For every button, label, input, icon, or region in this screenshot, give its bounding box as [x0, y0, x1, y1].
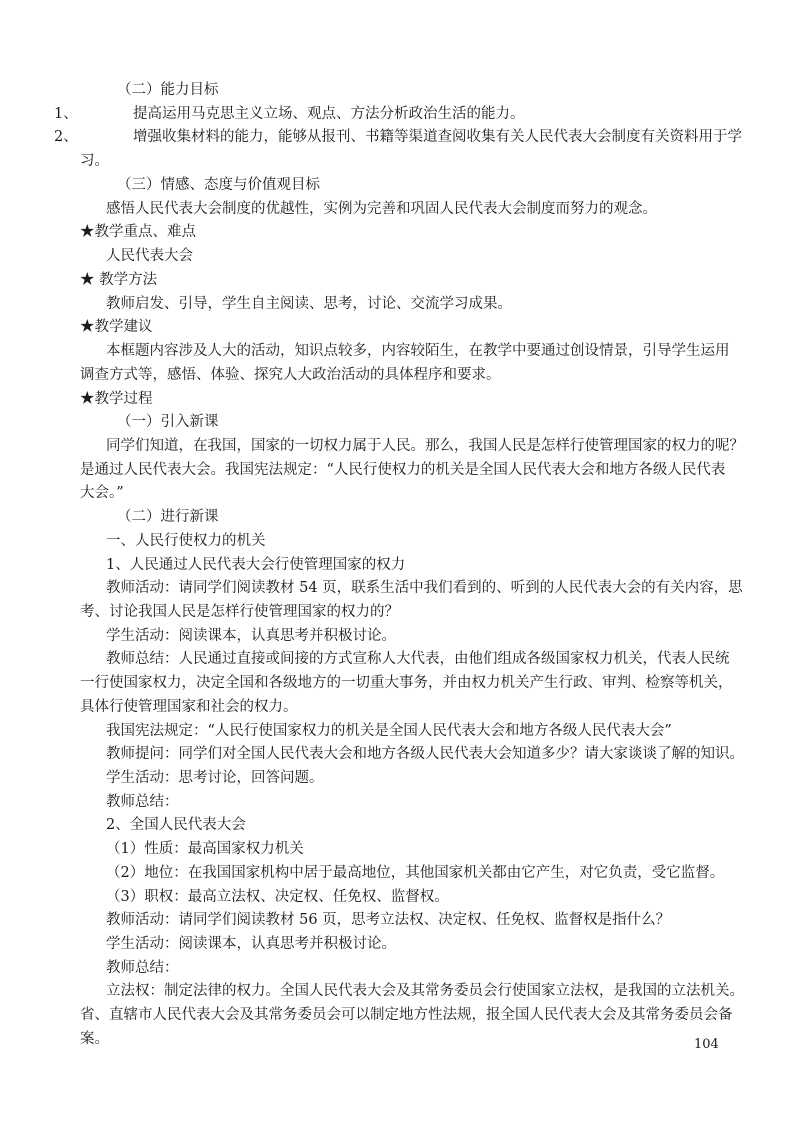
paragraph-line: 教师活动：请同学们阅读教材 56 页，思考立法权、决定权、任免权、监督权是指什么？: [106, 912, 671, 928]
section-heading-ability-goals: （二）能力目标: [117, 82, 219, 98]
paragraph-line: 省、直辖市人民代表大会及其常务委员会可以制定地方性法规，报全国人民代表大会及其常务委员会备: [80, 1007, 733, 1023]
section-heading-intro: （一）引入新课: [117, 414, 219, 430]
paragraph-line: 具体行使管理国家和社会的权力。: [80, 699, 298, 715]
list-item-1: 提高运用马克思主义立场、观点、方法分析政治生活的能力。: [133, 106, 525, 122]
paragraph-line: 教师总结：人民通过直接或间接的方式宣称人大代表，由他们组成各级国家权力机关，代表人民统: [106, 651, 730, 667]
paragraph-line: （3）职权：最高立法权、决定权、任免权、监督权。: [106, 889, 449, 905]
star-heading-key-points: ★教学重点、难点: [80, 224, 196, 240]
paragraph-line: 教师总结：: [106, 794, 179, 810]
paragraph-line: 本框题内容涉及人大的活动，知识点较多，内容较陌生，在教学中要通过创设情景，引导学生运用: [106, 343, 730, 359]
paragraph-line: 感悟人民代表大会制度的优越性，实例为完善和巩固人民代表大会制度而努力的观念。: [106, 201, 657, 217]
paragraph-line: 一行使国家权力，决定全国和各级地方的一切重大事务，并由权力机关产生行政、审判、检察等机关，: [80, 675, 733, 691]
subheading-point-1: 1、人民通过人民代表大会行使管理国家的权力: [106, 557, 406, 573]
paragraph-line: 我国宪法规定：“人民行使国家权力的机关是全国人民代表大会和地方各级人民代表大会”: [106, 723, 672, 739]
page-number: 104: [694, 1037, 719, 1052]
list-item-2: 增强收集材料的能力，能够从报刊、书籍等渠道查阅收集有关人民代表大会制度有关资料用于学: [133, 129, 742, 145]
paragraph-line: （1）性质：最高国家权力机关: [106, 841, 304, 857]
paragraph-line: 考、讨论我国人民是怎样行使管理国家的权力的？: [80, 604, 399, 620]
paragraph-line: 大会。”: [80, 485, 124, 501]
paragraph-line: 人民代表大会: [106, 248, 193, 264]
subheading-point-2: 2、全国人民代表大会: [106, 817, 246, 833]
list-number-1: 1、: [54, 106, 78, 122]
paragraph-line: 教师启发、引导，学生自主阅读、思考，讨论、交流学习成果。: [106, 296, 512, 312]
paragraph-line: 习。: [80, 153, 109, 169]
paragraph-line: 是通过人民代表大会。我国宪法规定：“人民行使权力的机关是全国人民代表大会和地方各级人民代表: [80, 462, 726, 478]
paragraph-line: 教师总结：: [106, 960, 179, 976]
paragraph-line: 教师提问：同学们对全国人民代表大会和地方各级人民代表大会知道多少？请大家谈谈了解的知识。: [106, 746, 744, 762]
paragraph-line: （2）地位：在我国国家机构中居于最高地位，其他国家机关都由它产生，对它负责，受它监督。: [106, 865, 725, 881]
paragraph-line: 同学们知道，在我国，国家的一切权力属于人民。那么，我国人民是怎样行使管理国家的权力的呢？: [106, 438, 744, 454]
paragraph-line: 调查方式等，感悟、体验、探究人大政治活动的具体程序和要求。: [80, 367, 501, 383]
subheading-organ: 一、人民行使权力的机关: [106, 533, 266, 549]
section-heading-emotion-goals: （三）情感、态度与价值观目标: [117, 177, 320, 193]
list-number-2: 2、: [54, 129, 78, 145]
paragraph-line: 教师活动：请同学们阅读教材 54 页，联系生活中我们看到的、听到的人民代表大会的有关内容，思: [106, 580, 743, 596]
star-heading-teaching-advice: ★教学建议: [80, 319, 153, 335]
star-heading-teaching-method: ★ 教学方法: [80, 272, 158, 288]
paragraph-line: 立法权：制定法律的权力。全国人民代表大会及其常务委员会行使国家立法权，是我国的立法机关。: [106, 983, 744, 999]
paragraph-line: 案。: [80, 1031, 109, 1047]
section-heading-new-lesson: （二）进行新课: [117, 509, 219, 525]
paragraph-line: 学生活动：阅读课本，认真思考并积极讨论。: [106, 936, 396, 952]
star-heading-teaching-process: ★教学过程: [80, 391, 153, 407]
paragraph-line: 学生活动：阅读课本，认真思考并积极讨论。: [106, 628, 396, 644]
paragraph-line: 学生活动：思考讨论，回答问题。: [106, 770, 324, 786]
